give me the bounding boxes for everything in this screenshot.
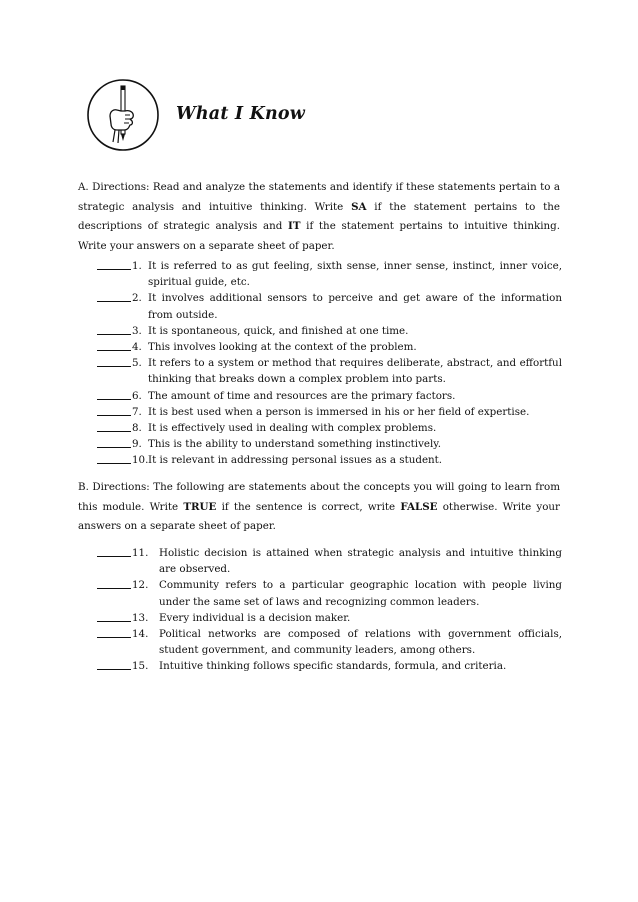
directions-keyword: IT xyxy=(288,220,301,232)
directions-keyword: SA xyxy=(351,200,367,213)
answer-blank[interactable] xyxy=(97,610,131,622)
item-number: 4. xyxy=(132,341,142,354)
directions-keyword: TRUE xyxy=(183,500,217,513)
directions-text: B. Directions: The following are statements about the concepts you will going to learn from this module. Write xyxy=(78,481,560,513)
answer-blank[interactable] xyxy=(97,626,131,638)
item-text: It is best used when a person is immersed in his or her field of expertise. xyxy=(148,405,530,418)
list-item xyxy=(78,545,562,577)
list-item xyxy=(78,577,562,609)
item-text: It refers to a system or method that requires deliberate, abstract, and effortful thinking that breaks down a complex problem into parts. xyxy=(148,357,562,386)
answer-blank[interactable] xyxy=(97,577,131,589)
list-item xyxy=(78,452,562,468)
item-number: 13. xyxy=(132,611,149,624)
item-text: Holistic decision is attained when strategic analysis and intuitive thinking are observed. xyxy=(159,547,562,576)
answer-blank[interactable] xyxy=(97,323,131,335)
list-item xyxy=(78,420,562,436)
item-text: It is effectively used in dealing with complex problems. xyxy=(148,422,437,435)
directions-keyword: FALSE xyxy=(400,500,438,513)
section-a-directions xyxy=(78,178,560,256)
section-b-directions xyxy=(78,478,560,537)
section-a-items xyxy=(78,258,562,469)
item-number: 6. xyxy=(132,389,142,402)
item-number: 8. xyxy=(132,422,142,435)
answer-blank[interactable] xyxy=(97,420,131,432)
answer-blank[interactable] xyxy=(97,388,131,400)
directions-text: if the statement pertains to the descriptions of strategic analysis and xyxy=(78,200,560,232)
list-item xyxy=(78,610,562,626)
item-text: It involves additional sensors to perceive and get aware of the information from outside. xyxy=(148,292,562,321)
item-number: 14. xyxy=(132,628,149,641)
answer-blank[interactable] xyxy=(97,658,131,670)
list-item xyxy=(78,626,562,658)
list-item xyxy=(78,290,562,322)
list-item xyxy=(78,658,562,674)
item-text: This involves looking at the context of the problem. xyxy=(148,341,417,354)
item-number: 12. xyxy=(132,579,149,592)
answer-blank[interactable] xyxy=(97,452,131,464)
answer-blank[interactable] xyxy=(97,339,131,351)
section-b-items xyxy=(78,545,562,675)
page-title: What I Know xyxy=(176,104,306,124)
item-text: The amount of time and resources are the primary factors. xyxy=(148,389,456,402)
list-item xyxy=(78,436,562,452)
list-item xyxy=(78,258,562,290)
item-number: 11. xyxy=(132,547,149,559)
directions-text: A. Directions: Read and analyze the statements and identify if these statements pertain to a strategic analysis and intuitive thinking. Write xyxy=(78,181,560,213)
answer-blank[interactable] xyxy=(97,355,131,367)
list-item xyxy=(78,404,562,420)
list-item xyxy=(78,339,562,355)
list-item xyxy=(78,323,562,339)
answer-blank[interactable] xyxy=(97,545,131,557)
item-text: Intuitive thinking follows specific standards, formula, and criteria. xyxy=(159,660,507,673)
directions-text: if the sentence is correct, write xyxy=(216,500,401,513)
list-item xyxy=(78,355,562,387)
item-number: 3. xyxy=(132,324,142,337)
item-text: Every individual is a decision maker. xyxy=(159,611,351,624)
item-text: Community refers to a particular geographic location with people living under the same set of laws and recognizing common leaders. xyxy=(159,579,562,608)
directions-text: if the statement pertains to intuitive thinking. Write your answers on a separate sheet of paper. xyxy=(78,220,560,252)
item-number: 1. xyxy=(132,260,142,272)
answer-blank[interactable] xyxy=(97,290,131,302)
list-item xyxy=(78,388,562,404)
item-number: 5. xyxy=(132,357,142,370)
directions-text: otherwise. Write your answers on a separate sheet of paper. xyxy=(78,500,560,532)
hand-holding-pencil-icon xyxy=(86,78,160,152)
item-number: 2. xyxy=(132,292,142,305)
item-text: It is relevant in addressing personal issues as a student. xyxy=(148,454,443,467)
item-number: 7. xyxy=(132,405,142,418)
item-number: 9. xyxy=(132,438,142,451)
answer-blank[interactable] xyxy=(97,404,131,416)
answer-blank[interactable] xyxy=(97,436,131,448)
item-text: It is referred to as gut feeling, sixth sense, inner sense, instinct, inner voice, spiritual guide, etc. xyxy=(148,260,562,289)
answer-blank[interactable] xyxy=(97,258,131,270)
item-text: This is the ability to understand something instinctively. xyxy=(148,438,442,451)
item-number: 10. xyxy=(132,454,149,467)
item-text: Political networks are composed of relations with government officials, student government, and community leaders, among others. xyxy=(159,628,562,657)
item-text: It is spontaneous, quick, and finished at one time. xyxy=(148,324,409,337)
item-number: 15. xyxy=(132,660,149,673)
